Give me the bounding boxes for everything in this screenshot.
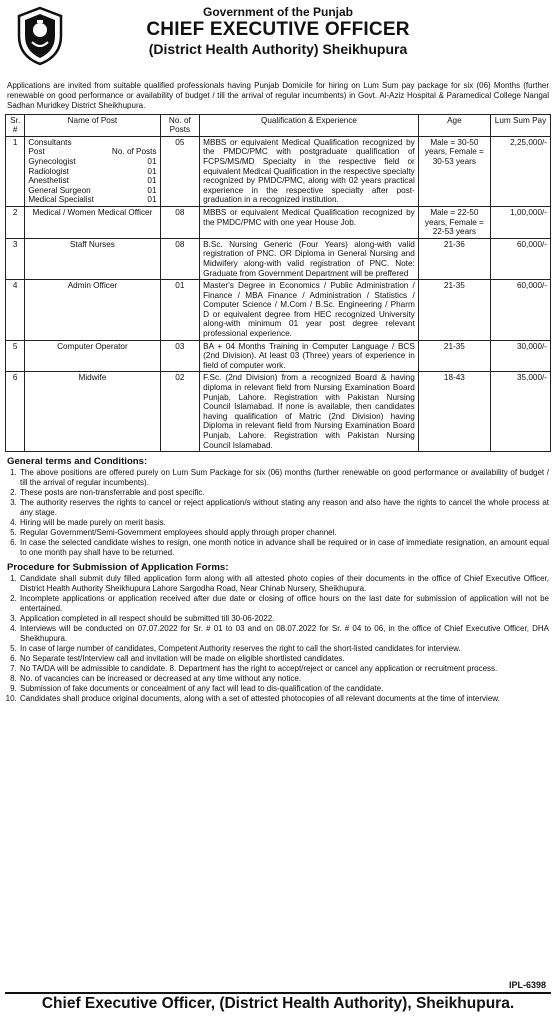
table-row — [6, 238, 551, 279]
table-row — [6, 136, 551, 206]
list-item: 8. No. of vacancies can be increased or decreased at any time without any notice. — [19, 674, 549, 684]
row-age: 21-35 — [418, 340, 490, 372]
list-item: 1. The above positions are offered purely on Lum Sum Package for six (06) months (further renewable on good performance or availability of budget / till the arrival of regular incumbents). — [19, 468, 549, 488]
sub-post-name: Radiologist — [28, 166, 69, 176]
row-sr: 5 — [6, 340, 25, 372]
subheader-no-of-posts: No. of Posts — [111, 147, 157, 157]
row-post-name: Medical / Women Medical Officer — [25, 206, 160, 238]
advertisement-reference: IPL-6398 — [508, 980, 546, 990]
list-item: 5. Regular Government/Semi-Government employees should apply through proper channel. — [19, 528, 549, 538]
table-row — [6, 206, 551, 238]
header — [5, 0, 551, 78]
sub-post-row — [28, 157, 156, 167]
government-title: Government of the Punjab — [202, 5, 353, 19]
list-item: 4. Interviews will be conducted on 07.07.2022 for Sr. # 01 to 03 and on 08.07.2022 for Sr. # 04 to 06, in the office of Chief Executive Officer, DHA Sheikhupura. — [19, 624, 549, 644]
subheader-post: Post — [28, 147, 45, 157]
list-item: 7. No TA/DA will be admissible to candidate. 8. Department has the right to accept/reject or cancel any application or recruitment process. — [19, 664, 549, 674]
row-post-name: Midwife — [25, 372, 160, 452]
row-posts: 01 — [160, 280, 200, 341]
row-qualification: BA + 04 Months Training in Computer Language / BCS (2nd Division). At least 03 (Three) years of experience in field of computer work. — [200, 340, 419, 372]
sub-post-count: 01 — [147, 185, 157, 195]
footer-divider — [5, 992, 551, 994]
procedure-title: Procedure for Submission of Application Forms: — [7, 562, 229, 574]
footer-signature: Chief Executive Officer, (District Health Authority), Sheikhupura. — [41, 995, 515, 1012]
list-item: 10. Candidates shall produce original documents, along with a set of attested photocopies of all relevant documents at the time of interview. — [19, 694, 549, 704]
row-posts: 08 — [160, 206, 200, 238]
list-item: 2. Incomplete applications or application received after due date or closing of office hours on the last date for submission of application will not be entertained. — [19, 594, 549, 614]
list-item: 4. Hiring will be made purely on merit basis. — [19, 518, 549, 528]
row-sr: 6 — [6, 372, 25, 452]
list-item: 6. In case the selected candidate wishes to resign, one month notice in advance shall be required or in case of immediate resignation, an amount equal to one month pay shall have to be returned. — [19, 538, 549, 558]
table-header-row — [6, 114, 551, 136]
row-post-name: Staff Nurses — [25, 238, 160, 279]
header-age: Age — [418, 114, 490, 136]
row-sr: 4 — [6, 280, 25, 341]
posts-table — [5, 114, 551, 453]
sub-post-row — [28, 167, 156, 177]
sub-post-count: 01 — [147, 156, 157, 166]
sub-post-row — [28, 186, 156, 196]
header-post-name: Name of Post — [25, 114, 160, 136]
sub-post-name: Medical Specialist — [28, 195, 94, 205]
row-qualification: MBBS or equivalent Medical Qualification recognized by the PMDC/PMC with postgraduate qualification of FCPS/MS/MD Specialty in the respective field or equivalent Medical Qualification in the respective specialty recognized by PMDC/PMC, along with 02 years practical experience in the respective specialty after post-graduation in a recognized institution. — [200, 136, 419, 206]
intro-paragraph: Applications are invited from suitable qualified professionals having Punjab Domicile for hiring on Lum Sum pay package for six (06) Months (further renewable on good performance or availability of budget / till the arrival of regular incumbents) in Govt. Al-Aziz Hospital & Paramedical College Nangal Sadhan Muridkey District Sheikhupura. — [7, 81, 549, 111]
consultants-cell — [25, 136, 160, 206]
sub-post-row — [28, 176, 156, 186]
row-posts: 08 — [160, 238, 200, 279]
row-pay: 30,000/- — [490, 340, 550, 372]
sub-post-name: Anesthetist — [28, 176, 69, 186]
row-qualification: B.Sc. Nursing Generic (Four Years) along-with valid registration of PNC. OR Diploma in General Nursing and Midwifery along-with valid registration of PNC. Note: Graduate from Government Department will be preffered — [200, 238, 419, 279]
row-age: 21-36 — [418, 238, 490, 279]
row-qualification: F.Sc. (2nd Division) from a recognized Board & having diploma in relevant field from Nursing Examination Board Punjab, Lahore. Registration with Pakistan Nursing Council Islamabad. If none is available, then candidates having qualification of Matric (2nd Division) having Diploma in relevant field from Nursing Examination Board Punjab, Lahore. Registration with Pakistan Nursing Council Islamabad. — [200, 372, 419, 452]
table-row — [6, 372, 551, 452]
list-item: 3. The authority reserves the rights to cancel or reject application/s without stating any reason and also have the rights to cancel the whole process at any stage. — [19, 498, 549, 518]
list-item: 3. Application completed in all respect should be submitted till 30-06-2022. — [19, 614, 549, 624]
header-sr: Sr. # — [6, 114, 25, 136]
row-pay: 60,000/- — [490, 238, 550, 279]
list-item: 1. Candidate shall submit duly filled application form along with all attested photo copies of their documents in the office of Chief Executive Officer, District Health Authority Sheikhupura Lahore Sargodha Road, Near Chinab Nursery, Sheikhupura. — [19, 574, 549, 594]
row-age: 21-35 — [418, 280, 490, 341]
sub-post-count: 01 — [147, 176, 157, 186]
office-subtitle: (District Health Authority) Sheikhupura — [148, 41, 408, 57]
row-age: Male = 22-50 years, Female = 22-53 years — [418, 206, 490, 238]
general-terms-title: General terms and Conditions: — [7, 456, 148, 468]
row-post-name: Admin Officer — [25, 280, 160, 341]
sub-post-row — [28, 195, 156, 205]
row-posts: 05 — [160, 136, 200, 206]
row-pay: 2,25,000/- — [490, 136, 550, 206]
procedure-list — [5, 574, 551, 704]
row-posts: 03 — [160, 340, 200, 372]
list-item: 6. No Separate test/Interview call and invitation will be made on eligible shortlisted candidates. — [19, 654, 549, 664]
row-pay: 60,000/- — [490, 280, 550, 341]
table-row — [6, 280, 551, 341]
consultants-subheader — [28, 147, 156, 157]
header-pay: Lum Sum Pay — [490, 114, 550, 136]
row-sr: 1 — [6, 136, 25, 206]
row-age: 18-43 — [418, 372, 490, 452]
row-sr: 3 — [6, 238, 25, 279]
row-qualification: Master's Degree in Economics / Public Administration / Finance / MBA Finance / Administration / Statistics / Computer Science / M.Com / B.Sc. Engineering / Pharm D or equivalent degree from HEC recognized University along-with minimum 01 year post degree relevant professional experience. — [200, 280, 419, 341]
row-qualification: MBBS or equivalent Medical Qualification recognized by the PMDC/PMC with one year House Job. — [200, 206, 419, 238]
sub-post-count: 01 — [147, 195, 157, 205]
sub-post-name: General Surgeon — [28, 185, 91, 195]
row-pay: 1,00,000/- — [490, 206, 550, 238]
general-terms-list — [5, 468, 551, 558]
row-pay: 35,000/- — [490, 372, 550, 452]
table-row — [6, 340, 551, 372]
row-sr: 2 — [6, 206, 25, 238]
row-age: Male = 30-50 years, Female = 30-53 years — [418, 136, 490, 206]
consultants-title: Consultants — [28, 137, 72, 147]
office-title: CHIEF EXECUTIVE OFFICER — [146, 19, 410, 40]
sub-post-count: 01 — [147, 166, 157, 176]
header-qualification: Qualification & Experience — [200, 114, 419, 136]
list-item: 2. These posts are non-transferrable and post specific. — [19, 488, 549, 498]
list-item: 5. In case of large number of candidates, Competent Authority reserves the right to call the short-listed candidates for interview. — [19, 644, 549, 654]
row-post-name: Computer Operator — [25, 340, 160, 372]
row-posts: 02 — [160, 372, 200, 452]
list-item: 9. Submission of fake documents or concealment of any fact will lead to dis-qualification of the candidate. — [19, 684, 549, 694]
header-no-of-posts: No. of Posts — [160, 114, 200, 136]
punjab-government-logo-icon — [15, 6, 65, 66]
sub-post-name: Gynecologist — [28, 156, 76, 166]
